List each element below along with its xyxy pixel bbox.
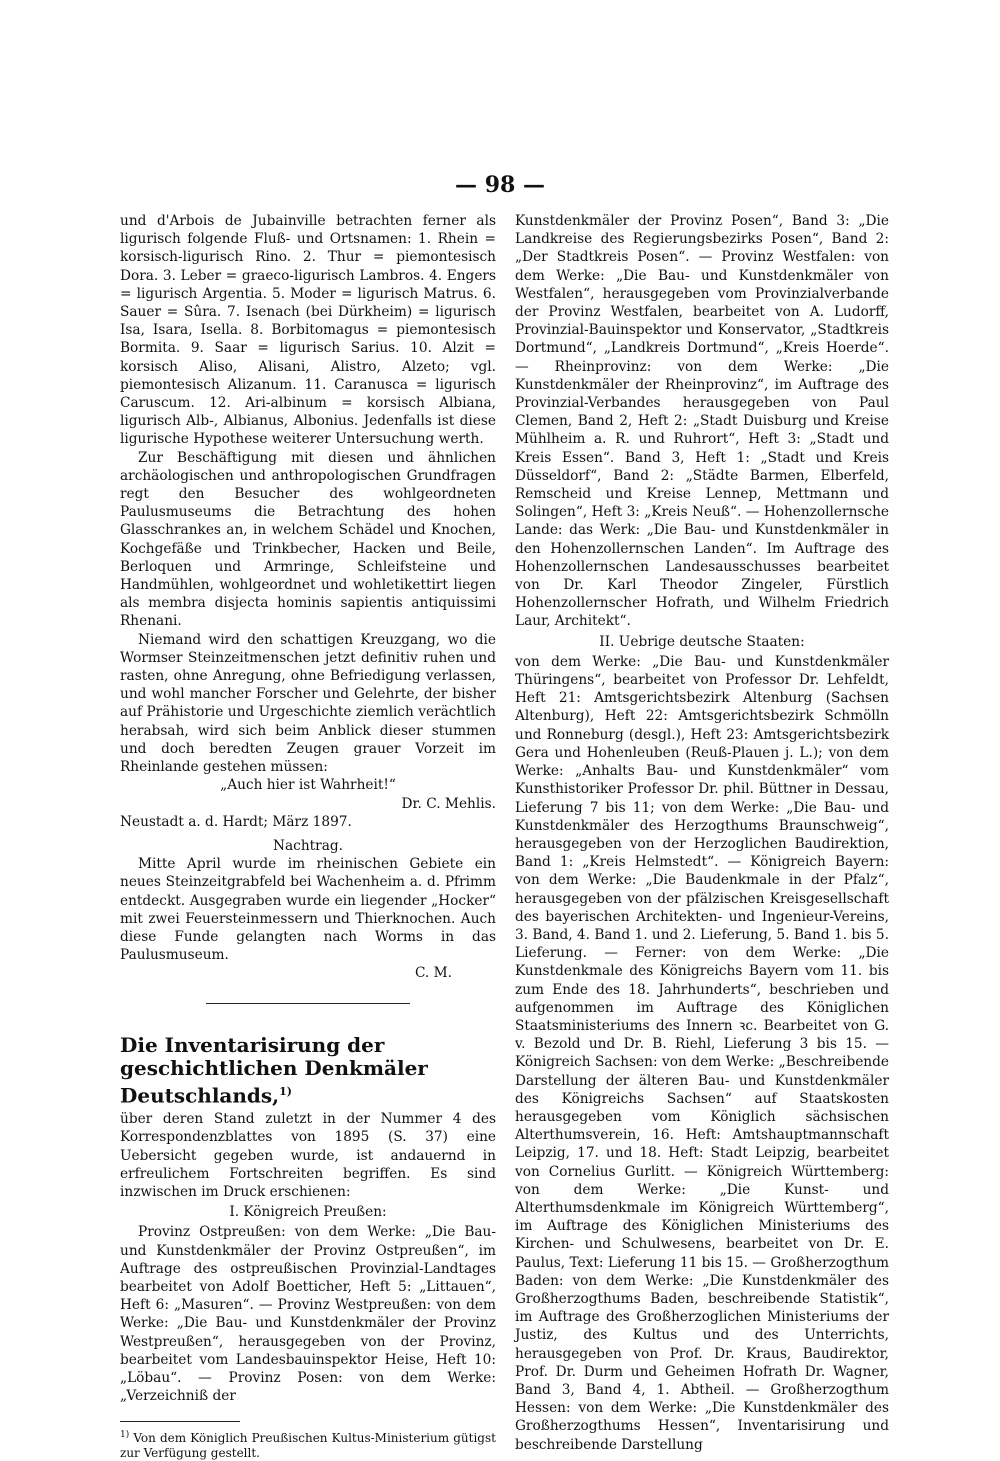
paragraph-museum-showcase: Zur Beschäftigung mit diesen und ähnlichen archäologischen und anthropologischen Grundfragen regt den Besucher des wohlgeordneten Paulusmuseums die Betrachtung des hohen Glasschrankes an, in welchem Schädel und Knochen, Kochgefäße und Trinkbecher, Hacken und Beile, Berloquen und Armringe, Schleifsteine und Handmühlen, wohlgeordnet und wohletikettirt liegen als membra disjecta hominis sapientis antiquissimi Rhenani.: [120, 449, 496, 630]
page-number: — 98 —: [455, 172, 545, 198]
article-title: [120, 1034, 496, 1108]
left-column: [120, 212, 496, 1461]
paragraph-prussia-continued: Kunstdenkmäler der Provinz Posen“, Band 3: „Die Landkreise des Regierungsbezirks Posen“, Band 2: „Der Stadtkreis Posen“. — Provinz Westfalen: von dem Werke: „Die Bau- und Kunstdenkmäler von Westfalen“, herausgegeben vom Provinzialverbande der Provinz Westfalen, bearbeitet von A. Ludorff, Provinzial-Bauinspektor und Konservator, „Stadtkreis Dortmund“, „Landkreis Dortmund“, „Kreis Hoerde“. — Rheinprovinz: von dem Werke: „Die Kunstdenkmäler der Rheinprovinz“, im Auftrage des Provinzial-Verbandes herausgegeben von Paul Clemen, Band 2, Heft 2: „Stadt Duisburg und Kreise Mühlheim a. R. und Ruhrort“, Heft 3: „Stadt und Kreis Essen“. Band 3, Heft 1: „Stadt und Kreis Düsseldorf“, Band 2: „Städte Barmen, Elberfeld, Remscheid und Kreise Lennep, Mettmann und Solingen“, Heft 3: „Kreis Neuß“. — Hohenzollernsche Lande: das Werk: „Die Bau- und Kunstdenkmäler in den Hohenzollernschen Landen“. Im Auftrage des Hohenzollernschen Landesausschusses bearbeitet von Dr. Karl Theodor Zingeler, Fürstlich Hohenzollernscher Hofrath, und Wilhelm Friedrich Laur, Architekt“.: [515, 213, 889, 630]
place-date: Neustadt a. d. Hardt; März 1897.: [120, 813, 352, 830]
paragraph-ligurian-names: und d'Arbois de Jubainville betrachten ferner als ligurisch folgende Fluß- und Ortsnamen: 1. Rhein = korsisch-ligurisch Rino. 2. Thur = piemontesisch Dora. 3. Leber = graeco-ligurisch Lambros. 4. Engers = ligurisch Argentia. 5. Moder = ligurisch Matrus. 6. Sauer = Sûra. 7. Isenach (bei Dürkheim) = ligurisch Isa, Isara, Isella. 8. Borbitomagus = piemontesisch Bormita. 9. Saar = ligurisch Sarius. 10. Alzit = korsisch Aliso, Alisani, Alistro, Alzeto; vgl. piemontesisch Alizanum. 11. Caranusca = ligurisch Caruscum. 12. Ari-albinum = korsisch Albiana, ligurisch Alb-, Albianus, Albonius. Jedenfalls ist diese ligurische Hypothese weiterer Untersuchung werth.: [120, 213, 496, 448]
nachtrag-initials: C. M.: [414, 965, 452, 982]
section-heading-other-states: II. Uebrige deutsche Staaten:: [599, 633, 805, 650]
footnote-divider: [120, 1421, 240, 1422]
section-divider: [206, 1003, 410, 1004]
article-intro: über deren Stand zuletzt in der Nummer 4 des Korrespondenzblattes von 1895 (S. 37) eine Uebersicht gegeben wurde, ist andauernd in erfreulichem Fortschreiten begriffen. Es sind inzwischen im Druck erschienen:: [120, 1111, 496, 1200]
quote-line: „Auch hier ist Wahrheit!“: [220, 777, 396, 794]
right-column: [515, 212, 889, 1454]
section-text-prussia: Provinz Ostpreußen: von dem Werke: „Die Bau- und Kunstdenkmäler der Provinz Ostpreußen“, im Auftrage des ostpreußischen Provinzial-Landtages bearbeitet von Adolf Boetticher, Heft 5: „Littauen“, Heft 6: „Masuren“. — Provinz Westpreußen: von dem Werke: „Die Bau- und Kunstdenkmäler der Provinz Westpreußen“, herausgegeben von der Provinz, bearbeitet vom Landesbauinspektor Heise, Heft 10: „Löbau“. — Provinz Posen: von dem Werke: „Verzeichniß der: [120, 1224, 496, 1405]
paragraph-other-states: von dem Werke: „Die Bau- und Kunstdenkmäler Thüringens“, bearbeitet von Professor Dr. Lehfeldt, Heft 21: Amtsgerichtsbezirk Altenburg (Sachsen Altenburg), Heft 22: Amtsgerichtsbezirk Schmölln und Ronneburg (desgl.), Heft 23: Amtsgerichtsbezirk Gera und Hohenleuben (Reuß-Plauen j. L.); von dem Werke: „Anhalts Bau- und Kunstdenkmäler“ vom Kunsthistoriker Professor Dr. phil. Büttner in Dessau, Lieferung 7 bis 11; von dem Werke: „Die Bau- und Kunstdenkmäler des Herzogthums Braunschweig“, herausgegeben von der Herzoglichen Baudirektion, Band 1: „Kreis Helmstedt“. — Königreich Bayern: von dem Werke: „Die Baudenkmale in der Pfalz“, herausgegeben von der pfälzischen Kreisgesellschaft des bayerischen Architekten- und Ingenieur-Vereins, 3. Band, 4. Band 1. und 2. Lieferung, 5. Band 1. bis 5. Lieferung. — Ferner: von dem Werke: „Die Kunstdenkmale des Königreichs Bayern vom 11. bis zum Ende des 18. Jahrhunderts“, beschrieben und aufgenommen im Auftrage des Königlichen Staatsministeriums des Innern ꝛc. Bearbeitet von G. v. Bezold und Dr. B. Riehl, Lieferung 3 bis 15. — Königreich Sachsen: von dem Werke: „Beschreibende Darstellung der älteren Bau- und Kunstdenkmäler des Königreichs Sachsen“ auf Staatskosten herausgegeben vom Königlich sächsischen Alterthumsverein, 16. Heft: Amtshauptmannschaft Leipzig, 17. und 18. Heft: Stadt Leipzig, bearbeitet von Cornelius Gurlitt. — Königreich Württemberg: von dem Werke: „Die Kunst- und Alterthumsdenkmale im Königreich Württemberg“, im Auftrage des Königlichen Ministeriums des Kirchen- und Schulwesens, bearbeitet von Dr. E. Paulus, Text: Lieferung 11 bis 15. — Großherzogthum Baden: von dem Werke: „Die Kunstdenkmäler des Großherzogthums Baden, beschreibende Statistik“, im Auftrage des Großherzoglichen Ministeriums der Justiz, des Kultus und des Unterrichts, herausgegeben von Prof. Dr. Kraus, Baudirektor, Prof. Dr. Durm und Geheimen Hofrath Dr. Wagner, Band 3, Band 4, 1. Abtheil. — Großherzogthum Hessen: von dem Werke: „Die Kunstdenkmäler des Großherzogthums Hessen“, Inventarisirung und beschreibende Darstellung: [515, 653, 889, 1453]
nachtrag-text: Mitte April wurde im rheinischen Gebiete ein neues Steinzeitgrabfeld bei Wachenheim a. d. Pfrimm entdeckt. Ausgegraben wurde ein liegender „Hocker“ mit zwei Feuersteinmessern und Thierknochen. Auch diese Funde gelangten nach Worms in das Paulusmuseum.: [120, 856, 496, 964]
footnote: [120, 1428, 496, 1461]
footnote-text: Von dem Königlich Preußischen Kultus-Ministerium gütigst zur Verfügung gestellt.: [120, 1431, 496, 1461]
article-title-text: Die Inventarisirung der geschichtlichen Denkmäler Deutschlands,: [120, 1032, 428, 1108]
section-heading-prussia: I. Königreich Preußen:: [229, 1204, 387, 1221]
paragraph-cloister: Niemand wird den schattigen Kreuzgang, wo die Wormser Steinzeitmenschen jetzt definitiv ruhen und rasten, ohne Anregung, ohne Befriedigung verlassen, und wohl mancher Forscher und Gelehrte, der bisher auf Prähistorie und Urgeschichte ziemlich verächtlich herabsah, wird sich beim Anblick dieser stummen und doch beredten Zeugen grauer Vorzeit im Rheinlande gestehen müssen:: [120, 631, 496, 776]
footnote-mark: 1): [120, 1430, 130, 1441]
article-title-footnote-ref: 1): [279, 1084, 292, 1098]
nachtrag-heading: Nachtrag.: [273, 837, 343, 854]
author-signature: Dr. C. Mehlis.: [401, 795, 496, 812]
